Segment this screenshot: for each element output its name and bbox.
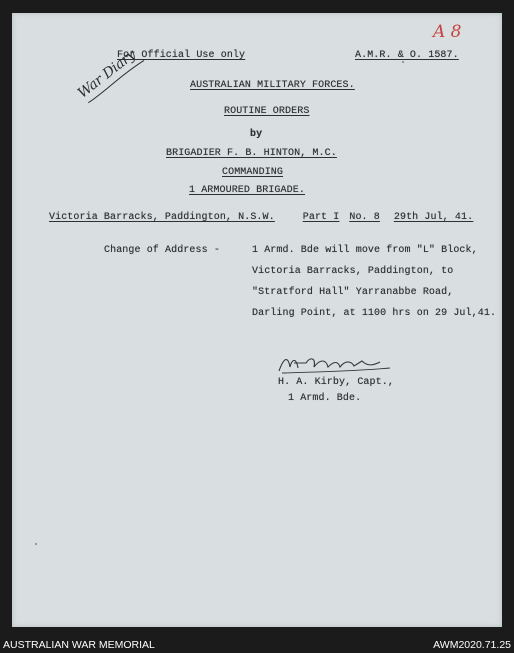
order-heading: Change of Address -	[104, 245, 220, 256]
war-diary-stamp	[75, 46, 150, 114]
order-date: 29th Jul, 41.	[393, 212, 474, 223]
paper-speck	[402, 61, 404, 63]
location: Victoria Barracks, Paddington, N.S.W.	[49, 212, 275, 223]
commander-role: COMMANDING	[222, 167, 284, 178]
force-heading: AUSTRALIAN MILITARY FORCES.	[190, 80, 355, 91]
paper-speck	[35, 543, 37, 545]
document-type: ROUTINE ORDERS	[224, 106, 310, 117]
commander-name: BRIGADIER F. B. HINTON, M.C.	[166, 148, 337, 159]
place-date-line	[49, 212, 473, 223]
war-diary-stamp-text: War Diary	[75, 46, 139, 102]
archive-mark: A 8	[433, 22, 462, 42]
unit-name: 1 ARMOURED BRIGADE.	[189, 185, 305, 196]
order-line: Victoria Barracks, Paddington, to	[252, 266, 454, 277]
document-page	[12, 13, 502, 627]
form-reference: A.M.R. & O. 1587.	[355, 50, 459, 61]
footer-catalogue-number: AWM2020.71.25	[433, 639, 511, 651]
order-line: "Stratford Hall" Yarranabbe Road,	[252, 287, 454, 298]
footer-institution: AUSTRALIAN WAR MEMORIAL	[3, 639, 155, 651]
signatory-unit: 1 Armd. Bde.	[288, 393, 362, 404]
order-line: 1 Armd. Bde will move from "L" Block,	[252, 245, 478, 256]
part-number: Part I	[302, 212, 340, 223]
order-number: No. 8	[349, 212, 380, 223]
handwritten-signature	[276, 353, 396, 377]
order-line: Darling Point, at 1100 hrs on 29 Jul,41.	[252, 308, 497, 319]
by-line: by	[250, 129, 263, 140]
classification: For Official Use only	[117, 50, 246, 61]
signatory-name: H. A. Kirby, Capt.,	[278, 377, 394, 388]
